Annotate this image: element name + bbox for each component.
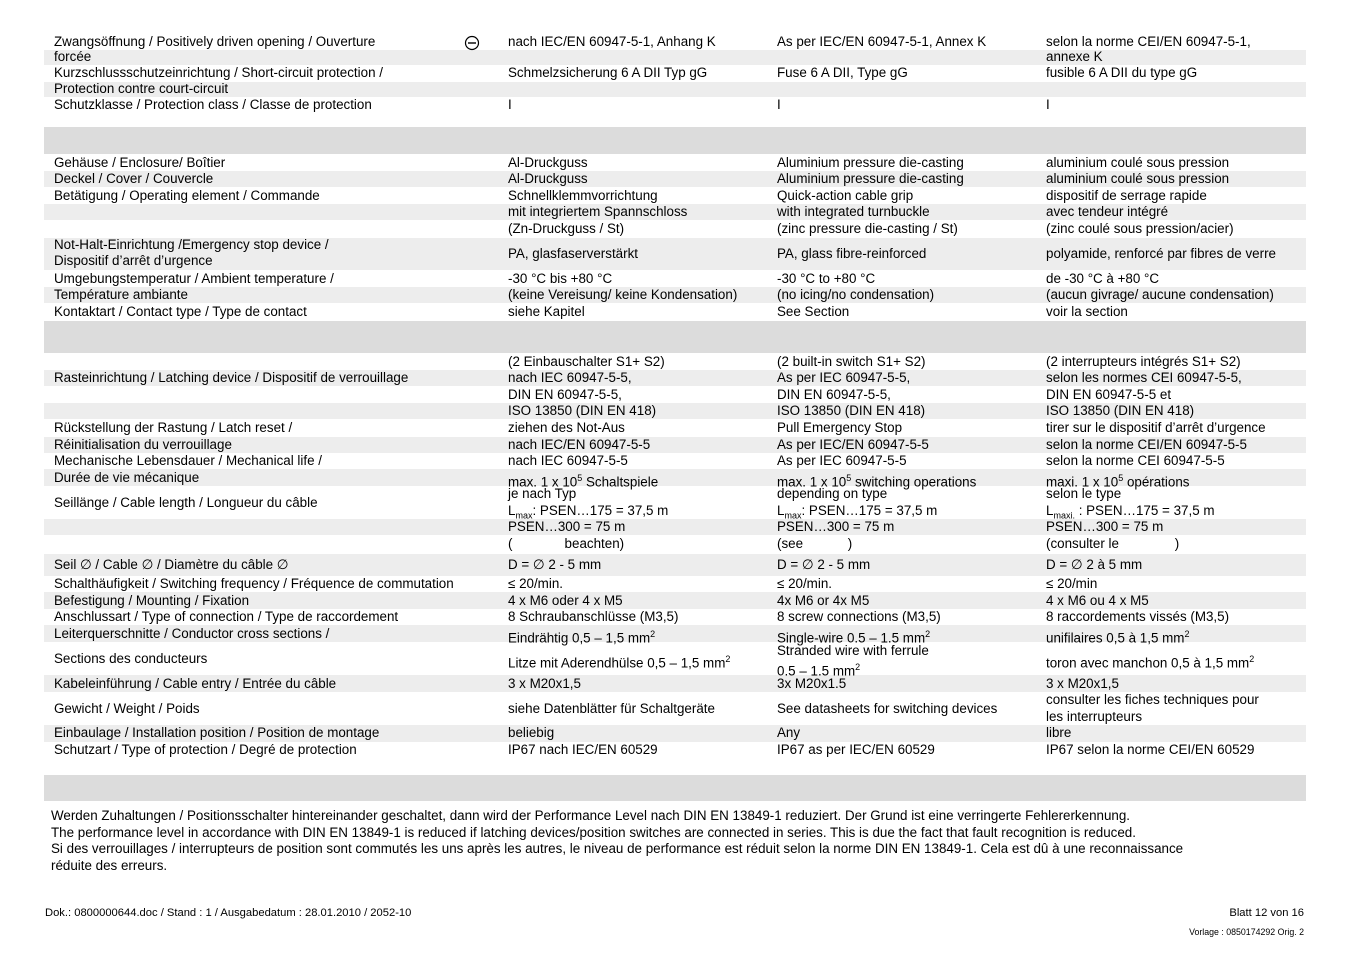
row-label: Betätigung / Operating element / Commande	[54, 188, 320, 203]
cell-en-cont: 0.5 – 1.5 $mm^2$	[777, 662, 861, 679]
cell-en: with integrated turnbuckle	[777, 204, 930, 219]
cell-en: Any	[777, 725, 801, 740]
row-label: Kabeleinführung / Cable entry / Entrée du câble	[54, 676, 337, 691]
cell-fr: 3 x M20x1,5	[1046, 676, 1119, 691]
cell-fr: selon le type	[1046, 486, 1122, 501]
cell-fr: (consulter le )	[1046, 536, 1180, 551]
cell-de: beliebig	[508, 725, 555, 740]
cell-fr: (zinc coulé sous pression/acier)	[1046, 221, 1234, 236]
row-label: Leiterquerschnitte / Conductor cross sections /	[54, 626, 330, 641]
cell-de: Schnellklemmvorrichtung	[508, 188, 658, 203]
cell-en: PA, glass fibre-reinforced	[777, 246, 927, 261]
cell-fr: ISO 13850 (DIN EN 418)	[1046, 403, 1195, 418]
cell-de: ( beachten)	[508, 536, 625, 551]
cell-fr: aluminium coulé sous pression	[1046, 155, 1230, 170]
row-label: Seil ∅ / Cable ∅ / Diamètre du câble ∅	[54, 557, 289, 572]
row-label: Anschlussart / Type of connection / Type de raccordement	[54, 609, 399, 624]
section-band	[44, 775, 1306, 801]
cell-fr: voir la section	[1046, 304, 1128, 319]
cell-en: See Section	[777, 304, 850, 319]
cell-fr: PSEN…300 = 75 m	[1046, 519, 1164, 534]
template-info: Vorlage : 0850174292 Orig. 2	[1189, 927, 1304, 937]
cell-fr: dispositif de serrage rapide	[1046, 188, 1207, 203]
row-label: Zwangsöffnung / Positively driven opening / Ouverture	[54, 34, 376, 49]
cell-de: mit integriertem Spannschloss	[508, 204, 688, 219]
cell-en: As per IEC 60947-5-5,	[777, 370, 911, 385]
cell-de: (2 Einbauschalter S1+ S2)	[508, 354, 665, 369]
cell-fr: selon les normes CEI 60947-5-5,	[1046, 370, 1242, 385]
row-label: Gewicht / Weight / Poids	[54, 701, 200, 716]
cell-en: Quick-action cable grip	[777, 188, 914, 203]
cell-fr: polyamide, renforcé par fibres de verre	[1046, 246, 1276, 261]
row-label: Seillänge / Cable length / Longueur du câble	[54, 495, 318, 510]
row-shade	[44, 82, 1306, 97]
row-label: Rückstellung der Rastung / Latch reset /	[54, 420, 293, 435]
note-fr-cont: réduite des erreurs.	[51, 857, 168, 873]
cell-de: nach IEC 60947-5-5,	[508, 370, 632, 385]
cell-fr-cont: les interrupteurs	[1046, 709, 1143, 724]
cell-fr: libre	[1046, 725, 1072, 740]
page-number: Blatt 12 von 16	[1229, 907, 1304, 919]
cell-de: 4 x M6 oder 4 x M5	[508, 593, 623, 608]
cell-fr: 4 x M6 ou 4 x M5	[1046, 593, 1149, 608]
cell-de: D = ∅ 2 - 5 mm	[508, 557, 602, 572]
cell-fr: selon la norme CEI 60947-5-5	[1046, 453, 1225, 468]
cell-de: (keine Vereisung/ keine Kondensation)	[508, 287, 738, 302]
cell-de: Schmelzsicherung 6 A DII Typ gG	[508, 65, 708, 80]
row-label: Schutzklasse / Protection class / Classe de protection	[54, 97, 372, 112]
note-fr: Si des verrouillages / interrupteurs de position sont commutés les uns après les autres, le niveau de performance est réduit selon la norme DIN EN 13849-1. Cela est dû à une reconnaissance	[51, 841, 1184, 857]
row-label: Kontaktart / Contact type / Type de contact	[54, 304, 307, 319]
cell-en: As per IEC/EN 60947-5-1, Annex K	[777, 34, 987, 49]
cell-en: (zinc pressure die-casting / St)	[777, 221, 958, 236]
table-row	[44, 34, 1306, 50]
cell-en: 4x M6 or 4x M5	[777, 593, 870, 608]
cell-fr: avec tendeur intégré	[1046, 204, 1169, 219]
cell-en: See datasheets for switching devices	[777, 701, 998, 716]
positively-driven-opening-icon	[464, 35, 480, 54]
cell-en: Aluminium pressure die-casting	[777, 171, 964, 186]
performance-level-note	[51, 808, 1301, 874]
cell-de: Al-Druckguss	[508, 171, 588, 186]
cell-de: PA, glasfaserverstärkt	[508, 246, 638, 261]
cell-de: je nach Typ	[508, 486, 577, 501]
cell-en: (no icing/no condensation)	[777, 287, 935, 302]
cell-de: 3 x M20x1,5	[508, 676, 581, 691]
cell-en: ≤ 20/min.	[777, 576, 832, 591]
cell-fr: ≤ 20/min	[1046, 576, 1098, 591]
cell-en: IP67 as per IEC/EN 60529	[777, 742, 935, 757]
section-band	[44, 127, 1306, 154]
row-label: Mechanische Lebensdauer / Mechanical life /	[54, 453, 322, 468]
cell-en: As per IEC 60947-5-5	[777, 453, 907, 468]
cell-en: $L_{max}$: PSEN…175 = 37,5 m	[777, 503, 938, 521]
row-label: Protection contre court-circuit	[54, 81, 229, 96]
cell-de: max. 1 x $10^5$ Schaltspiele	[508, 473, 659, 490]
cell-de: ziehen des Not-Aus	[508, 420, 625, 435]
cell-fr: (2 interrupteurs intégrés S1+ S2)	[1046, 354, 1241, 369]
cell-fr: 8 raccordements vissés (M3,5)	[1046, 609, 1230, 624]
cell-fr: I	[1046, 97, 1050, 112]
row-label: Rasteinrichtung / Latching device / Dispositif de verrouillage	[54, 370, 409, 385]
cell-en: D = ∅ 2 - 5 mm	[777, 557, 871, 572]
cell-de: Al-Druckguss	[508, 155, 588, 170]
row-label: Sections des conducteurs	[54, 651, 208, 666]
cell-de: siehe Datenblätter für Schaltgeräte	[508, 701, 715, 716]
cell-fr: maxi. 1 x $10^5$ opérations	[1046, 473, 1190, 490]
cell-de: nach IEC/EN 60947-5-5	[508, 437, 651, 452]
cell-de: siehe Kapitel	[508, 304, 585, 319]
cell-fr: selon la norme CEI/EN 60947-5-1,	[1046, 34, 1251, 49]
cell-fr: DIN EN 60947-5-5 et	[1046, 387, 1172, 402]
cell-fr: selon la norme CEI/EN 60947-5-5	[1046, 437, 1247, 452]
row-label: Gehäuse / Enclosure/ Boîtier	[54, 155, 226, 170]
cell-fr: unifilaires 0,5 à 1,5 $mm^2$	[1046, 629, 1190, 646]
cell-de: 8 Schraubanschlüsse (M3,5)	[508, 609, 679, 624]
cell-fr: aluminium coulé sous pression	[1046, 171, 1230, 186]
row-label: Umgebungstemperatur / Ambient temperature /	[54, 271, 334, 286]
row-label: Schalthäufigkeit / Switching frequency / Fréquence de commutation	[54, 576, 454, 591]
row-label: Not-Halt-Einrichtung /Emergency stop device /	[54, 237, 329, 252]
cell-en: Aluminium pressure die-casting	[777, 155, 964, 170]
cell-fr: IP67 selon la norme CEI/EN 60529	[1046, 742, 1255, 757]
row-label: Durée de vie mécanique	[54, 470, 200, 485]
document-info: Dok.: 0800000644.doc / Stand : 1 / Ausgabedatum : 28.01.2010 / 2052-10	[45, 907, 412, 919]
cell-de: ISO 13850 (DIN EN 418)	[508, 403, 657, 418]
cell-de: -30 °C bis +80 °C	[508, 271, 613, 286]
cell-fr: tirer sur le dispositif d’arrêt d’urgence	[1046, 420, 1266, 435]
cell-de: I	[508, 97, 512, 112]
cell-fr: fusible 6 A DII du type gG	[1046, 65, 1198, 80]
note-de: Werden Zuhaltungen / Positionsschalter hintereinander geschaltet, dann wird der Performance Level nach DIN EN 13849-1 reduziert. Der Grund ist eine verringerte Fehlererkennung.	[51, 808, 1131, 823]
cell-fr: (aucun givrage/ aucune condensation)	[1046, 287, 1274, 302]
row-label: Schutzart / Type of protection / Degré de protection	[54, 742, 357, 757]
cell-en: DIN EN 60947-5-5,	[777, 387, 891, 402]
cell-fr: consulter les fiches techniques pour	[1046, 692, 1259, 707]
cell-de: Litze mit Aderendhülse 0,5 – 1,5 $mm^2$	[508, 654, 731, 671]
cell-en: (2 built-in switch S1+ S2)	[777, 354, 926, 369]
section-band	[44, 321, 1306, 353]
cell-en: Single-wire 0.5 – 1.5 $mm^2$	[777, 629, 931, 646]
cell-de: nach IEC 60947-5-5	[508, 453, 628, 468]
cell-fr: toron avec manchon 0,5 à 1,5 $mm^2$	[1046, 654, 1255, 671]
row-label: Deckel / Cover / Couvercle	[54, 171, 214, 186]
row-label: Kurzschlussschutzeinrichtung / Short-circuit protection /	[54, 65, 383, 80]
cell-en: 3x M20x1.5	[777, 676, 847, 691]
cell-de: nach IEC/EN 60947-5-1, Anhang K	[508, 34, 716, 49]
cell-fr: D = ∅ 2 à 5 mm	[1046, 557, 1143, 572]
cell-de: IP67 nach IEC/EN 60529	[508, 742, 658, 757]
row-label-cont: Dispositif d’arrêt d’urgence	[54, 253, 213, 268]
cell-en: As per IEC/EN 60947-5-5	[777, 437, 929, 452]
cell-fr: de -30 °C à +80 °C	[1046, 271, 1160, 286]
cell-de: DIN EN 60947-5-5,	[508, 387, 622, 402]
cell-de: ≤ 20/min.	[508, 576, 563, 591]
cell-de: $L_{max}$: PSEN…175 = 37,5 m	[508, 503, 669, 521]
cell-de: Eindrähtig 0,5 – 1,5 $mm^2$	[508, 629, 656, 646]
row-label: Einbaulage / Installation position / Position de montage	[54, 725, 380, 740]
cell-en: Stranded wire with ferrule	[777, 643, 929, 658]
row-label: forcée	[54, 49, 92, 64]
cell-en: ISO 13850 (DIN EN 418)	[777, 403, 926, 418]
cell-en: depending on type	[777, 486, 888, 501]
cell-en: max. 1 x $10^5$ switching operations	[777, 473, 977, 490]
cell-fr: annexe K	[1046, 49, 1103, 64]
cell-en: Fuse 6 A DII, Type gG	[777, 65, 908, 80]
row-shade	[44, 50, 1306, 65]
cell-de: (Zn-Druckguss / St)	[508, 221, 625, 236]
row-label: Réinitialisation du verrouillage	[54, 437, 232, 452]
cell-en: PSEN…300 = 75 m	[777, 519, 895, 534]
cell-en: I	[777, 97, 781, 112]
cell-en: (see )	[777, 536, 853, 551]
row-label: Température ambiante	[54, 287, 188, 302]
note-en: The performance level in accordance with DIN EN 13849-1 is reduced if latching devices/position switches are connected in series. This is due the fact that fault recognition is reduced.	[51, 824, 1136, 840]
cell-en: -30 °C to +80 °C	[777, 271, 876, 286]
cell-en: Pull Emergency Stop	[777, 420, 903, 435]
row-label: Befestigung / Mounting / Fixation	[54, 593, 250, 608]
cell-fr: $L_{maxi.}$ : PSEN…175 = 37,5 m	[1046, 503, 1215, 521]
cell-de: PSEN…300 = 75 m	[508, 519, 626, 534]
cell-en: 8 screw connections (M3,5)	[777, 609, 941, 624]
